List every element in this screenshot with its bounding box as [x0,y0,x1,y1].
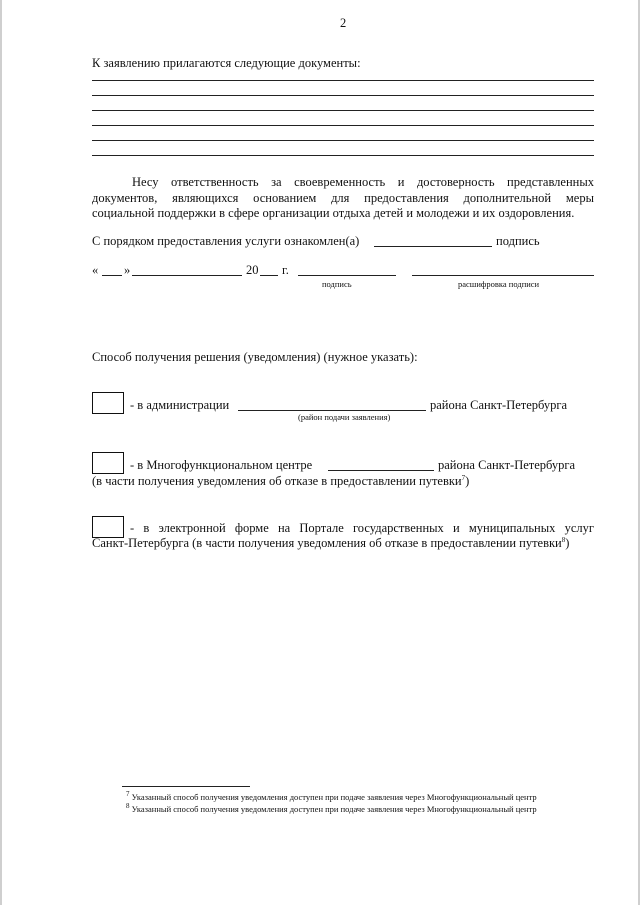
option1-district-line[interactable] [238,410,426,411]
option3-close: ) [565,536,570,550]
acquainted-text: С порядком предоставления услуги ознакомлен(а) [92,234,360,248]
footnote-7 [126,792,537,802]
responsibility-line-2: документов, являющихся основанием для предоставления дополнительной меры [92,191,594,205]
option2-line2-text: (в части получения уведомления об отказе в предоставлении путевки [92,474,462,488]
footnote-ref-8[interactable]: 8 [561,535,566,544]
date-day-line[interactable] [102,275,122,276]
attachment-line-6[interactable] [92,155,594,156]
date-month-line[interactable] [132,275,242,276]
signature-decoding-line[interactable] [412,275,594,276]
option3-line1: - в электронной форме на Портале государственных и муниципальных услуг [130,521,594,535]
page-number: 2 [340,16,347,30]
footnote-8 [126,804,537,814]
attachments-heading: К заявлению прилагаются следующие документы: [92,56,361,70]
option1-prefix: - в администрации [130,398,230,412]
date-year-prefix: 20 [246,263,259,277]
option1-caption: (район подачи заявления) [298,412,391,422]
option2-line2 [92,474,469,489]
option1-checkbox[interactable] [92,392,124,414]
option2-close: ) [465,474,470,488]
attachment-line-1[interactable] [92,80,594,81]
option3-checkbox[interactable] [92,516,124,538]
option2-checkbox[interactable] [92,452,124,474]
footnote-8-text: Указанный способ получения уведомления доступен при подаче заявления через Многофункциональный центр [131,804,537,814]
caption-decoding: расшифровка подписи [458,279,540,289]
attachment-line-4[interactable] [92,125,594,126]
footnote-7-text: Указанный способ получения уведомления доступен при подаче заявления через Многофункциональный центр [131,792,537,802]
footnote-separator [122,786,250,787]
attachment-line-2[interactable] [92,95,594,96]
footnote-ref-7[interactable]: 7 [461,473,466,482]
footnote-8-ref: 8 [126,802,130,811]
attachment-line-5[interactable] [92,140,594,141]
responsibility-line-1: Несу ответственность за своевременность и достоверность представленных [132,175,594,189]
acquainted-signature-line[interactable] [374,246,492,247]
option3-line2 [92,536,569,551]
date-open-quote: « [92,263,99,277]
option1-suffix: района Санкт-Петербурга [430,398,568,412]
responsibility-line-3: социальной поддержки в сфере организации отдыха детей и молодежи и их оздоровления. [92,206,575,220]
signature-line[interactable] [298,275,396,276]
option2-suffix: района Санкт-Петербурга [438,458,576,472]
acquainted-sign-label: подпись [496,234,540,248]
option2-district-line[interactable] [328,470,434,471]
option3-line2-text: Санкт-Петербурга (в части получения уведомления об отказе в предоставлении путевки [92,536,562,550]
date-year-line[interactable] [260,275,278,276]
option2-prefix: - в Многофункциональном центре [130,458,313,472]
date-year-suffix: г. [282,263,289,277]
date-close-quote: » [124,263,131,277]
method-heading: Способ получения решения (уведомления) (нужное указать): [92,350,418,364]
attachment-line-3[interactable] [92,110,594,111]
caption-signature: подпись [322,279,352,289]
scan-left-edge [0,0,2,905]
footnote-7-ref: 7 [126,790,130,799]
